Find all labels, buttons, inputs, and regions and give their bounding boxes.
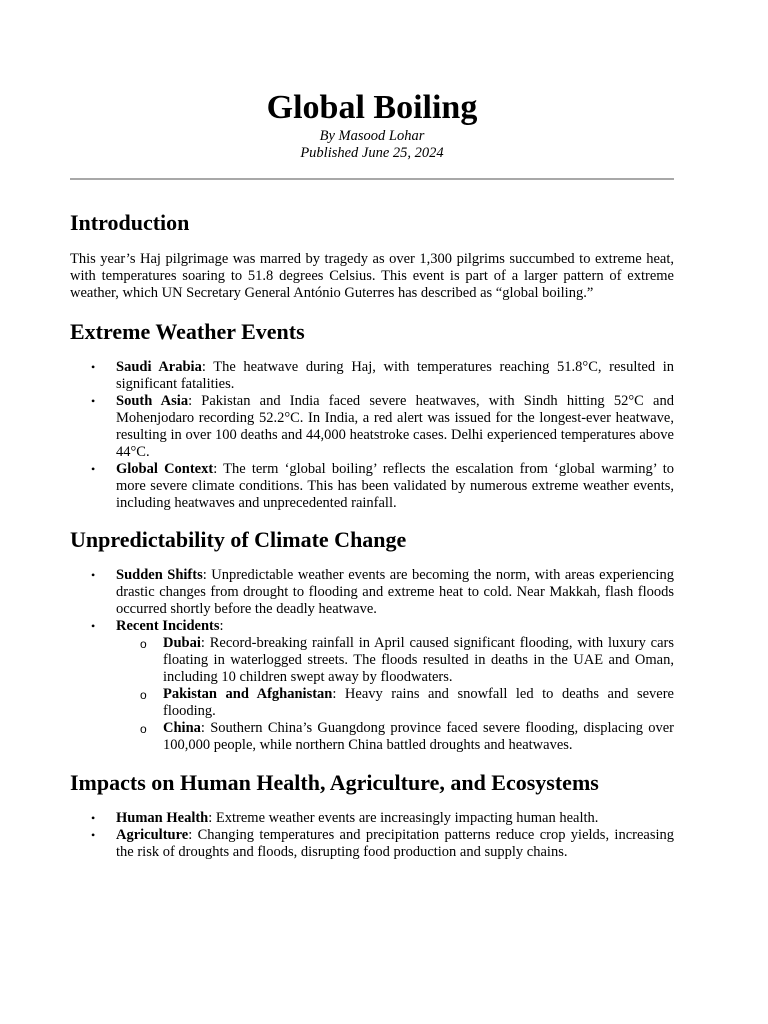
item-text: : Unpredictable weather events are becoming the norm, with areas experiencing drastic changes from drought to flooding and extreme heat to cold. Near Makkah, flash floods occurred shortly before the deadly heatwave. [116, 567, 674, 617]
item-term: Human Health [116, 810, 209, 826]
list-item [91, 567, 674, 618]
bullet-icon: • [91, 828, 96, 842]
bullet-icon: • [91, 462, 96, 476]
list-item [91, 618, 674, 754]
list-item [91, 393, 674, 461]
item-text: : Pakistan and India faced severe heatwaves, with Sindh hitting 52°C and Mohenjodaro recording 52.2°C. In India, a red alert was issued for the longest-ever heatwave, resulting in over 100 deaths and 44,000 heatstroke cases. Delhi experienced temperatures above 44°C. [116, 393, 674, 460]
circle-bullet-icon: o [140, 637, 147, 651]
item-text: : Changing temperatures and precipitation patterns reduce crop yields, increasing the risk of droughts and floods, disrupting food production and supply chains. [116, 827, 674, 860]
item-text: : Southern China’s Guangdong province faced severe flooding, displacing over 100,000 people, while northern China battled droughts and heatwaves. [163, 720, 674, 753]
item-text: : [219, 618, 224, 634]
article-title: Global Boiling [266, 89, 478, 126]
sub-list-item [140, 635, 674, 686]
item-text: : Extreme weather events are increasingly impacting human health. [208, 810, 599, 826]
list-item [91, 810, 674, 827]
section-heading-impacts: Impacts on Human Health, Agriculture, and Ecosystems [70, 770, 599, 795]
item-term: Recent Incidents [116, 618, 220, 634]
bullet-icon: • [91, 568, 96, 582]
item-text: : The heatwave during Haj, with temperatures reaching 51.8°C, resulted in significant fatalities. [116, 359, 674, 392]
sub-list-item [140, 686, 674, 720]
list-item [91, 359, 674, 393]
item-term: Sudden Shifts [116, 567, 203, 583]
publish-date: Published June 25, 2024 [300, 145, 444, 161]
sub-list-item [140, 720, 674, 754]
article [70, 88, 674, 861]
list-item [91, 827, 674, 861]
item-term: China [163, 720, 201, 736]
item-term: Saudi Arabia [116, 359, 202, 375]
circle-bullet-icon: o [140, 722, 147, 736]
bullet-icon: • [91, 619, 96, 633]
impacts-list [70, 810, 674, 861]
item-text: : Heavy rains and snowfall led to deaths and severe flooding. [163, 686, 674, 719]
bullet-icon: • [91, 360, 96, 374]
bullet-icon: • [91, 811, 96, 825]
list-item [91, 461, 674, 512]
item-term: Pakistan and Afghanistan [163, 686, 333, 702]
extreme-weather-list [70, 359, 674, 512]
divider [70, 178, 674, 180]
item-term: South Asia [116, 393, 189, 409]
item-term: Dubai [163, 635, 201, 651]
recent-incidents-sublist [116, 635, 674, 754]
item-text: : The term ‘global boiling’ reflects the escalation from ‘global warming’ to more severe climate conditions. This has been validated by numerous extreme weather events, including heatwaves and unprecedented rainfall. [116, 461, 674, 511]
section-heading-introduction: Introduction [70, 210, 190, 235]
item-term: Global Context [116, 461, 214, 477]
unpredictability-list [70, 567, 674, 754]
item-text: : Record-breaking rainfall in April caused significant flooding, with luxury cars floating in waterlogged streets. The floods resulted in deaths in the UAE and Oman, including 10 children swept away by floodwaters. [163, 635, 674, 685]
intro-paragraph: This year’s Haj pilgrimage was marred by tragedy as over 1,300 pilgrims succumbed to extreme heat, with temperatures soaring to 51.8 degrees Celsius. This event is part of a larger pattern of extreme weather, which UN Secretary General António Guterres has described as “global boiling.” [70, 251, 674, 301]
bullet-icon: • [91, 394, 96, 408]
item-term: Agriculture [116, 827, 189, 843]
byline: By Masood Lohar [319, 128, 425, 144]
section-heading-extreme-weather: Extreme Weather Events [70, 319, 305, 344]
circle-bullet-icon: o [140, 688, 147, 702]
section-heading-unpredictability: Unpredictability of Climate Change [70, 527, 407, 552]
